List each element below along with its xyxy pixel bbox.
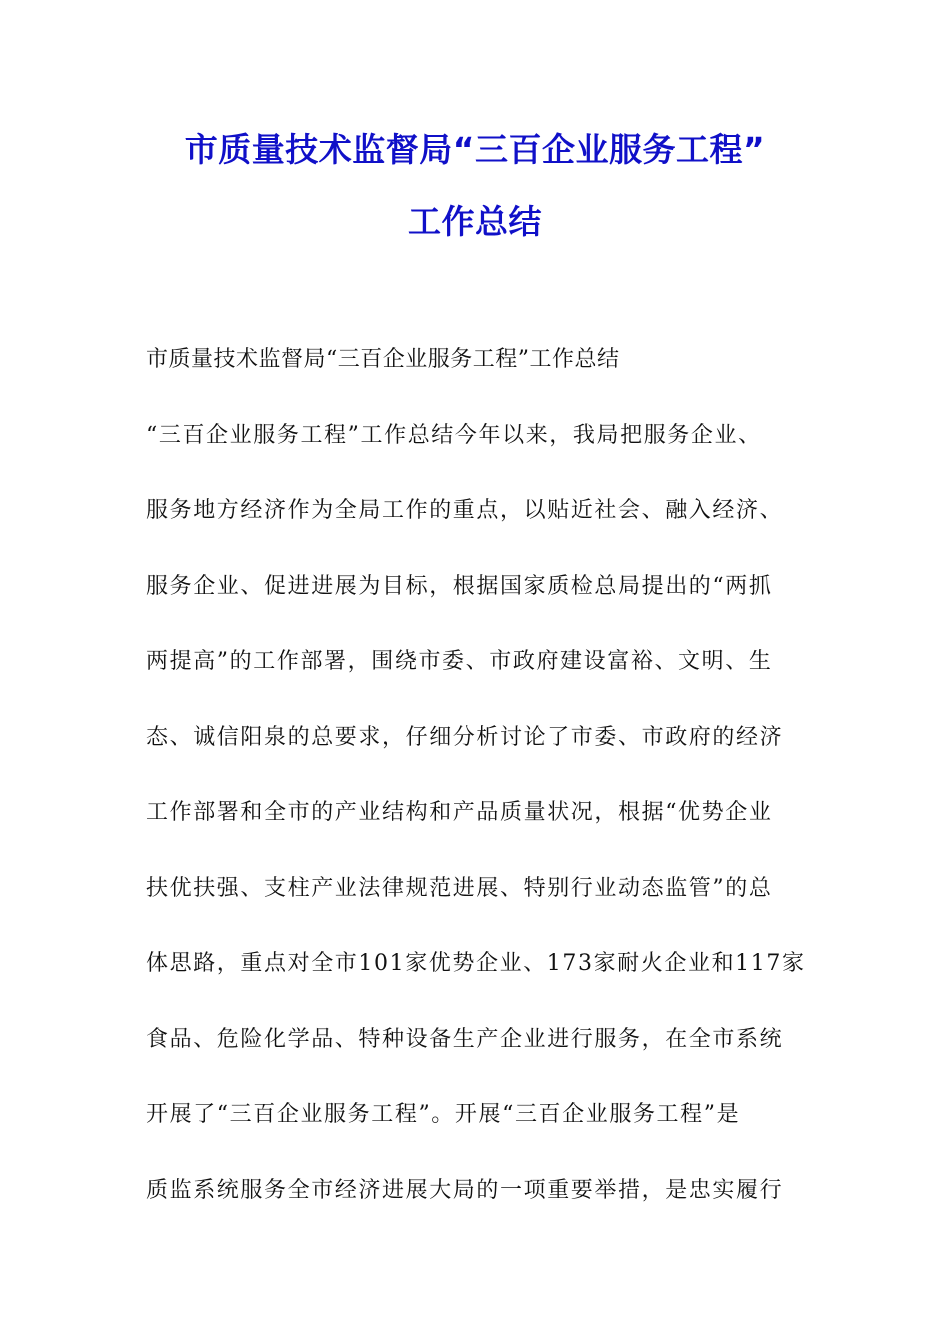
document-body xyxy=(146,340,811,1246)
body-line: 体思路，重点对全市101家优势企业、173家耐火企业和117家 xyxy=(146,951,806,976)
body-line: 质监系统服务全市经济进展大局的一项重要举措，是忠实履行 xyxy=(146,1177,784,1203)
body-line: 服务企业、促进进展为目标，根据国家质检总局提出的“两抓 xyxy=(146,573,773,599)
title-line-2: 工作总结 xyxy=(408,202,542,241)
body-line: 开展了“三百企业服务工程”。开展“三百企业服务工程”是 xyxy=(146,1102,741,1127)
document-title xyxy=(0,128,950,244)
body-line: 服务地方经济作为全局工作的重点，以贴近社会、融入经济、 xyxy=(146,498,784,523)
body-line: 食品、危险化学品、特种设备生产企业进行服务，在全市系统 xyxy=(146,1026,784,1052)
body-line: 扶优扶强、支柱产业法律规范进展、特别行业动态监管”的总 xyxy=(146,875,773,901)
body-line: “三百企业服务工程”工作总结今年以来，我局把服务企业、 xyxy=(146,422,762,448)
title-line-1: 市质量技术监督局“三百企业服务工程” xyxy=(184,130,766,169)
document-subtitle: 市质量技术监督局“三百企业服务工程”工作总结 xyxy=(146,347,620,372)
body-line: 工作部署和全市的产业结构和产品质量状况，根据“优势企业 xyxy=(146,800,773,825)
body-line: 态、诚信阳泉的总要求，仔细分析讨论了市委、市政府的经济 xyxy=(146,724,784,750)
body-line: 两提高”的工作部署，围绕市委、市政府建设富裕、文明、生 xyxy=(146,649,773,674)
